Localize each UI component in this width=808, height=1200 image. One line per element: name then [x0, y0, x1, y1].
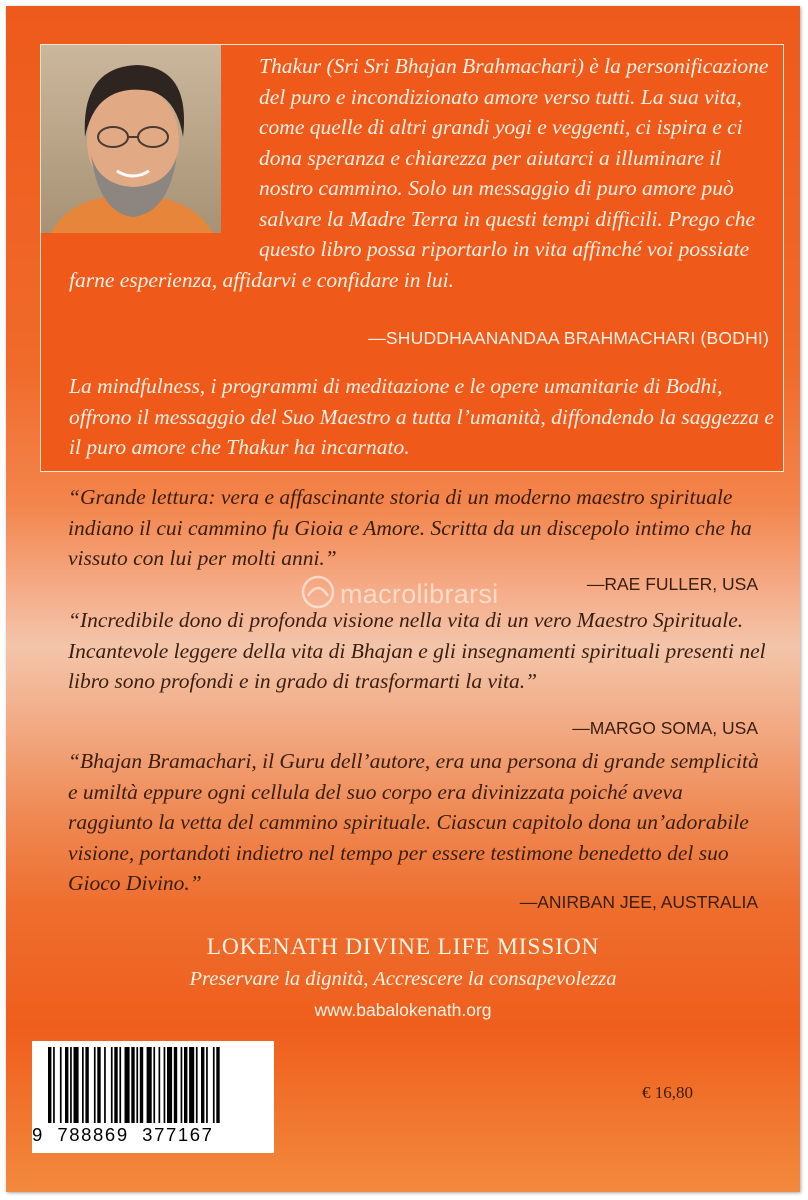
mission-title: LOKENATH DIVINE LIFE MISSION: [206, 934, 600, 960]
mission-tagline: Preservare la dignità, Accrescere la consapevolezza: [189, 968, 617, 990]
review-author-3: —ANIRBAN JEE, AUSTRALIA: [519, 892, 758, 912]
barcode: [32, 1041, 274, 1153]
review-author-1: —RAE FULLER, USA: [586, 574, 758, 594]
watermark-text: macrolibrarsi: [340, 578, 499, 609]
intro-signature: —SHUDDHAANANDAA BRAHMACHARI (BODHI): [368, 328, 769, 348]
review-author-2: —MARGO SOMA, USA: [572, 718, 758, 738]
intro-text: Thakur (Sri Sri Bhajan Brahmachari) è la personificazione del puro e incondizionato amore verso tutti. La sua vita, come quelle di altri grandi yogi e veggenti, ci ispira e ci dona speranza e chiarezza per aiutarci a illuminare il nostro cammino. Solo un messaggio di puro amore può salvare la Madre Terra in questi tempi difficili. Prego che questo libro possa riportarlo in vita affinché voi possiate farne esperienza, affidarvi e confidare in lui.: [69, 54, 769, 292]
book-back-cover: [6, 6, 800, 1192]
review-quote-1: “Grande lettura: vera e affascinante storia di un moderno maestro spirituale indiano il cui cammino fu Gioia e Amore. Scritta da un discepolo intimo che ha vissuto con lui per molti anni.”: [68, 485, 752, 570]
author-intro-paragraph: [69, 51, 775, 295]
author-intro-box: [40, 44, 784, 472]
barcode-bars: [48, 1047, 258, 1123]
mission-url: www.babalokenath.org: [314, 1000, 492, 1020]
review-quote-3: “Bhajan Bramachari, il Guru dell’autore, era una persona di grande semplicità e umiltà eppure ogni cellula del suo corpo era divinizzata poiché aveva raggiunto la vetta del cammino spirituale. Ciascun capitolo dona un’adorabile visione, portandoti indietro nel tempo per essere testimone benedetto del suo Gioco Divino.”: [68, 749, 759, 895]
price: € 16,80: [642, 1083, 693, 1102]
review-quote-2: “Incredibile dono di profonda visione nella vita di un vero Maestro Spirituale. Incantevole leggere della vita di Bhajan e gli insegnamenti spirituali presenti nel libro sono profondi e in grado di trasformarti la vita.”: [68, 608, 766, 693]
bodhi-paragraph: La mindfulness, i programmi di meditazione e le opere umanitarie di Bodhi, offrono il messaggio del Suo Maestro a tutta l’umanità, diffondendo la saggezza e il puro amore che Thakur ha incarnato.: [69, 374, 774, 459]
barcode-digits: 9 788869 377167: [32, 1124, 214, 1145]
